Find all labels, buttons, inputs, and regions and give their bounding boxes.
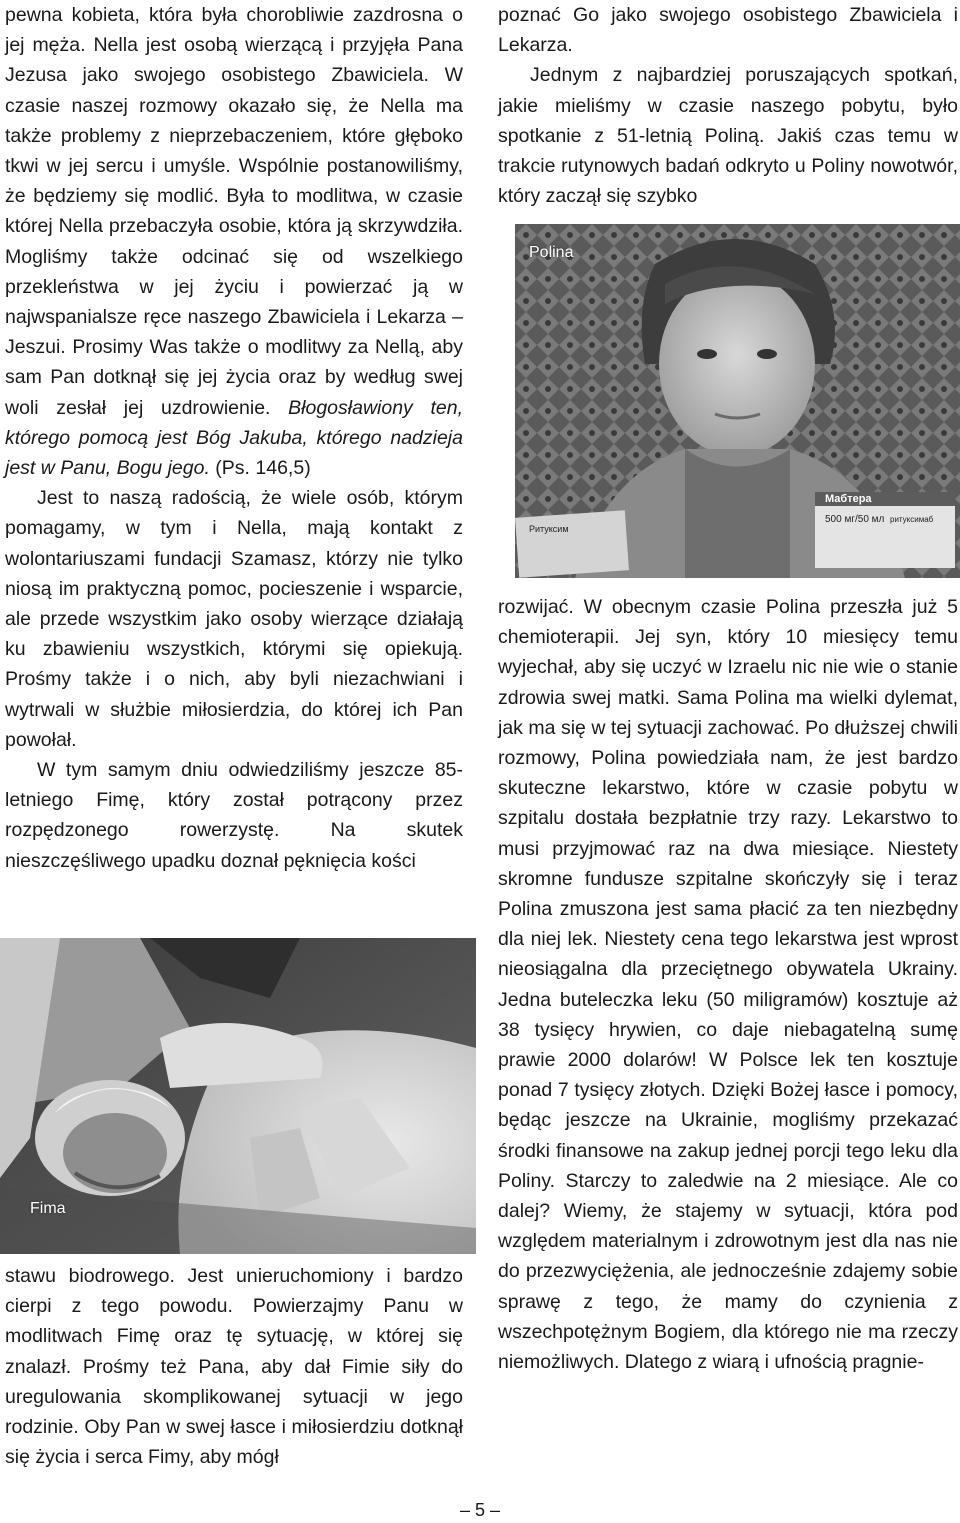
right-paragraph-1: poznać Go jako swojego osobistego Zbawiciela i Lekarza.	[498, 4, 958, 57]
fima-photo	[0, 938, 476, 1254]
psalm-quote: Błogosławiony ten, którego pomocą jest Bóg Jakuba, którego nadzieja jest w Panu, Bogu jego.	[5, 396, 463, 480]
right-paragraph-3: rozwijać. W obecnym czasie Polina przeszła już 5 chemioterapii. Jej syn, który 10 miesięcy temu wyjechał, aby się uczyć w Izraelu nic nie wie o stanie zdrowia swej matki. Sama Polina ma wielki dylemat, jak ma się w tej sytuacji zachować. Po dłuższej chwili rozmowy, Polina powiedziała nam, że jest bardzo skuteczne lekarstwo, które w czasie pobytu w szpitalu dostała bezpłatnie trzy razy. Lekarstwo to musi przyjmować raz na dwa miesiące. Niestety skromne fundusze szpitalne skończyły się i teraz Polina zmuszona jest sama płacić za ten niezbędny dla niej lek. Niestety cena tego lekarstwa jest wprost nieosiągalna dla przeciętnego obywatela Ukrainy. Jedna buteleczka leku (50 miligramów) kosztuje aż 38 tysięcy hrywien, co daje niebagatelną sumę prawie 2000 dolarów! W Polsce lek ten kosztuje ponad 7 tysięcy złotych. Dzięki Bożej łasce i pomocy, będąc jeszcze na Ukrainie, mogliśmy przekazać środki finansowe na zakup jednej porcji tego leku dla Poliny. Starczy to zaledwie na 2 miesiące. Ale co dalej? Wiemy, że stajemy w sytuacji, która pod względem materialnym i zdrowotnym jest dla nas nie do przezwyciężenia, ale jednocześnie zdajemy sobie sprawę z tego, że mamy do czynienia z wszechpotężnym Bogiem, dla którego nie ma rzeczy niemożliwych. Dlatego z wiarą i ufnością pragnie-	[498, 596, 958, 1374]
polina-photo-image	[515, 224, 960, 578]
left-paragraph-1	[5, 0, 463, 483]
left-paragraph-3: W tym samym dniu odwiedziliśmy jeszcze 85-letniego Fimę, który został potrącony przez rozpędzonego rowerzystę. Na skutek nieszczęśliwego upadku doznał pęknięcia kości	[5, 759, 463, 872]
left-column	[5, 0, 463, 876]
left-paragraph-2: Jest to naszą radością, że wiele osób, którym pomagamy, w tym i Nella, mają kontakt z wolontariuszami fundacji Szamasz, którzy nie tylko niosą im praktyczną pomoc, pocieszenie i wsparcie, ale przede wszystkim jako osoby wierzące działają ku zbawieniu wszystkich, którymi się opiekują. Prośmy także i o nich, aby byli niezachwiani i wytrwali w służbie miłosierdzia, do której ich Pan powołał.	[5, 487, 463, 751]
fima-photo-image	[0, 938, 476, 1254]
fima-caption: Fima	[30, 1200, 66, 1217]
left-column-bottom	[5, 1261, 463, 1472]
polina-photo	[515, 224, 960, 578]
psalm-reference: (Ps. 146,5)	[209, 457, 311, 480]
polina-caption: Polina	[529, 244, 574, 261]
left-paragraph-4: stawu biodrowego. Jest unieruchomiony i bardzo cierpi z tego powodu. Powierzajmy Panu w modlitwach Fimę oraz tę sytuację, w której się znalazł. Prośmy też Pana, aby dał Fimie siły do uregulowania skomplikowanej sytuacji w jego rodzinie. Oby Pan w swej łasce i miłosierdziu dotknął się życia i serca Fimy, aby mógł	[5, 1265, 463, 1469]
box-label-3: 500 мг/50 мл	[825, 514, 885, 525]
right-column-bottom	[498, 592, 958, 1377]
page-number: – 5 –	[459, 1500, 501, 1520]
paragraph-1-text: pewna kobieta, która była chorobliwie zazdrosna o jej męża. Nella jest osobą wierzącą i przyjęła Pana Jezusa jako swojego osobistego Zbawiciela. W czasie naszej rozmowy okazało się, że Nella ma także problemy z nieprzebaczeniem, które głęboko tkwi w jej sercu i umyśle. Wspólnie postanowiliśmy, że będziemy się modlić. Była to modlitwa, w czasie której Nella przebaczyła osobie, która ją skrzywdziła. Mogliśmy także odcinać się od wszelkiego przekleństwa w jej życiu i powierzać ją w najwspanialsze ręce naszego Zbawiciela i Lekarza – Jeszui. Prosimy Was także o modlitwy za Nellą, aby sam Pan dotknął się jej życia oraz by według swej woli zesłał jej uzdrowienie.	[5, 4, 463, 419]
box-label-2: Мабтера	[825, 493, 872, 505]
right-paragraph-2: Jednym z najbardziej poruszających spotkań, jakie mieliśmy w czasie naszego pobytu, było spotkanie z 51-letnią Poliną. Jakiś czas temu w trakcie rutynowych badań odkryto u Poliny nowotwór, który zaczął się szybko	[498, 64, 958, 208]
box-label-1: Ритуксим	[529, 524, 569, 534]
box-label-4: ритуксимаб	[890, 515, 934, 524]
right-column-top	[498, 0, 958, 211]
